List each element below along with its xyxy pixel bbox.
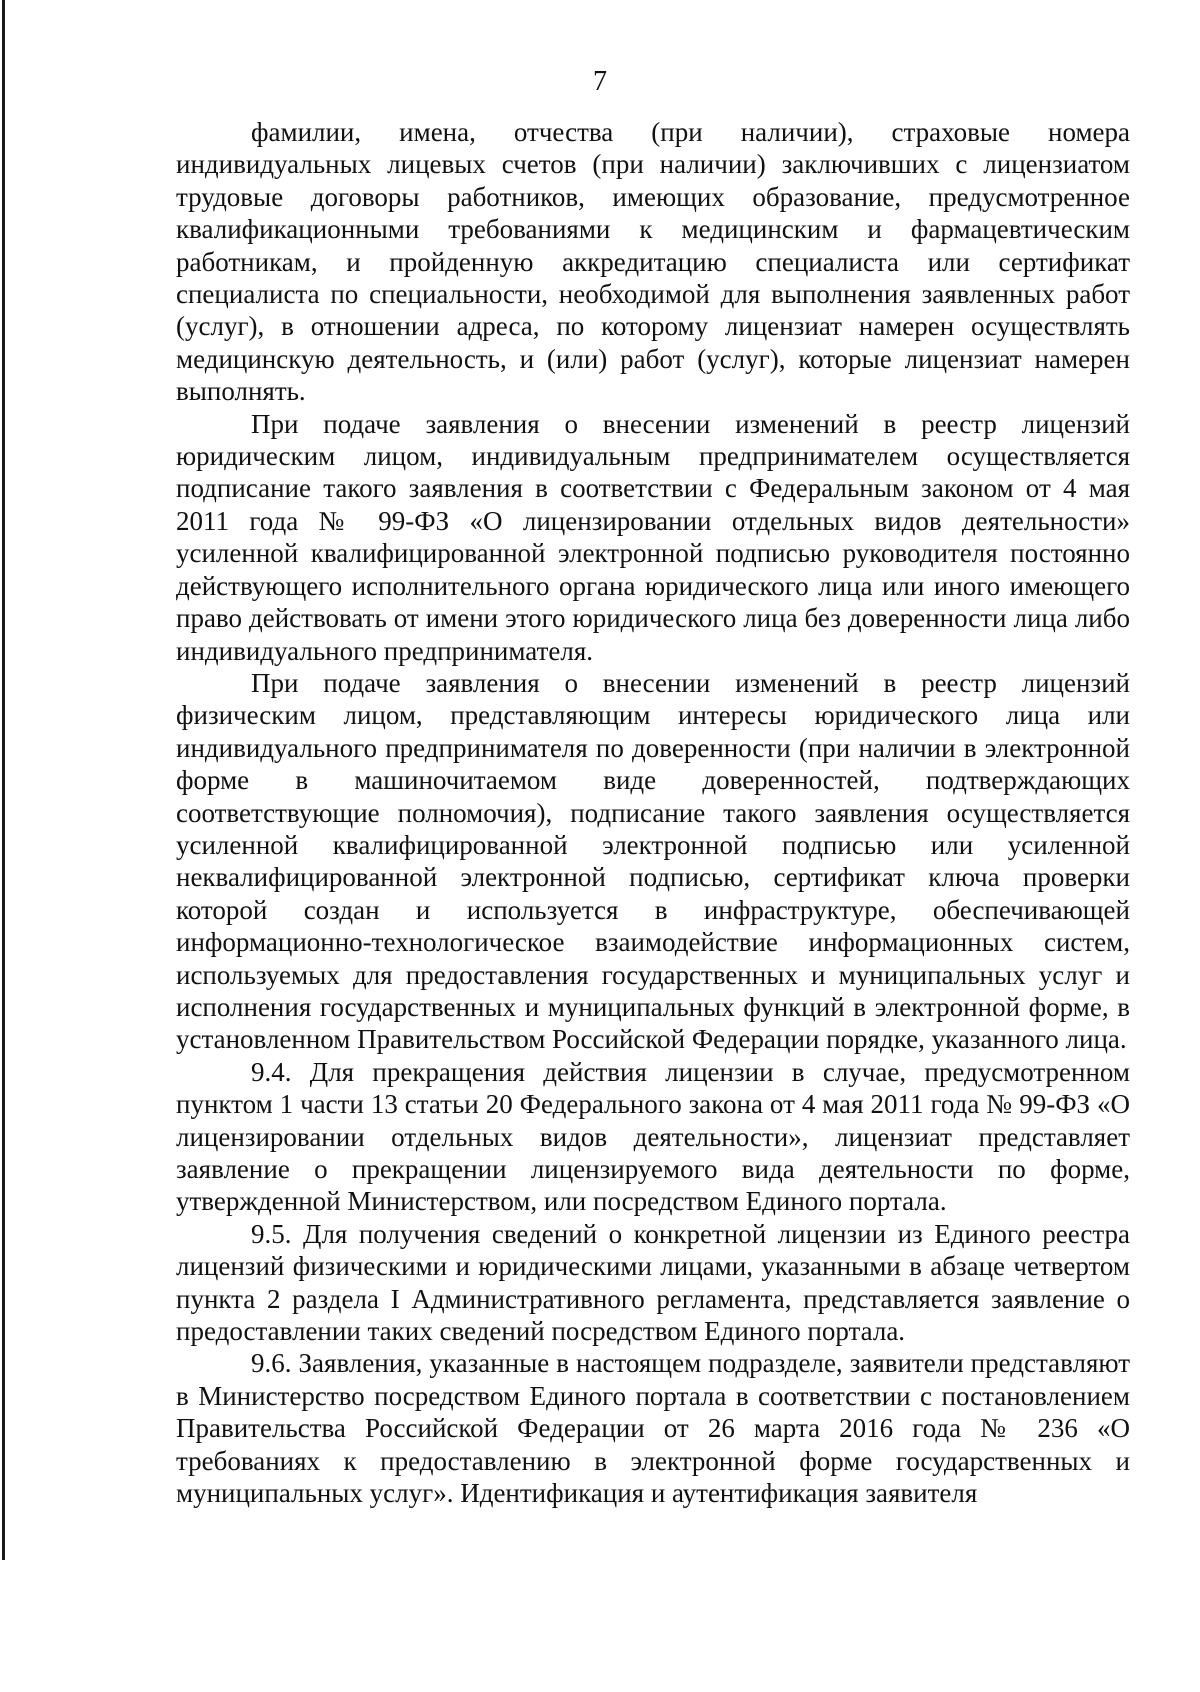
paragraph-representative-signing: При подаче заявления о внесении изменений в реестр лицензий физическим лицом, представляющим интересы юридического лица или индивидуального предпринимателя по доверенности (при наличии в электронной форме в машиночитаемом виде доверенностей, подтверждающих соответствующие полномочия), подписание такого заявления осуществляется усиленной квалифицированной электронной подписью или усиленной неквалифицированной электронной подписью, сертификат ключа проверки которой создан и используется в инфраструктуре, обеспечивающей информационно-технологическое взаимодействие информационных систем, используемых для предоставления государственных и муниципальных услуг и исполнения государственных и муниципальных функций в электронной форме, в установленном Правительством Российской Федерации порядке, указанного лица. [176,667,1130,1055]
document-body [176,116,1130,1509]
paragraph-9-4: 9.4. Для прекращения действия лицензии в случае, предусмотренном пунктом 1 части 13 статьи 20 Федерального закона от 4 мая 2011 года № 99-ФЗ «О лицензировании отдельных видов деятельности», лицензиат представляет заявление о прекращении лицензируемого вида деятельности по форме, утвержденной Министерством, или посредством Единого портала. [176,1056,1130,1217]
paragraph-employee-data: фамилии, имена, отчества (при наличии), страховые номера индивидуальных лицевых счетов (при наличии) заключивших с лицензиатом трудовые договоры работников, имеющих образование, предусмотренное квалификационными требованиями к медицинским и фармацевтическим работникам, и пройденную аккредитацию специалиста или сертификат специалиста по специальности, необходимой для выполнения заявленных работ (услуг), в отношении адреса, по которому лицензиат намерен осуществлять медицинскую деятельность, и (или) работ (услуг), которые лицензиат намерен выполнять. [176,117,1130,407]
paragraph-9-5: 9.5. Для получения сведений о конкретной лицензии из Единого реестра лицензий физическими и юридическими лицами, указанными в абзаце четвертом пункта 2 раздела I Административного регламента, представляется заявление о предоставлении таких сведений посредством Единого портала. [176,1218,1130,1347]
paragraph-legal-entity-signing: При подаче заявления о внесении изменений в реестр лицензий юридическим лицом, индивидуальным предпринимателем осуществляется подписание такого заявления в соответствии с Федеральным законом от 4 мая 2011 года № 99-ФЗ «О лицензировании отдельных видов деятельности» усиленной квалифицированной электронной подписью руководителя постоянно действующего исполнительного органа юридического лица или иного имеющего право действовать от имени этого юридического лица без доверенности лица либо индивидуального предпринимателя. [176,408,1130,666]
page-number: 7 [593,66,607,97]
paragraph-9-6: 9.6. Заявления, указанные в настоящем подразделе, заявители представляют в Министерство посредством Единого портала в соответствии с постановлением Правительства Российской Федерации от 26 марта 2016 года № 236 «О требованиях к предоставлению в электронной форме государственных и муниципальных услуг». Идентификация и аутентификация заявителя [176,1348,1130,1509]
scan-edge-line [2,0,5,1560]
